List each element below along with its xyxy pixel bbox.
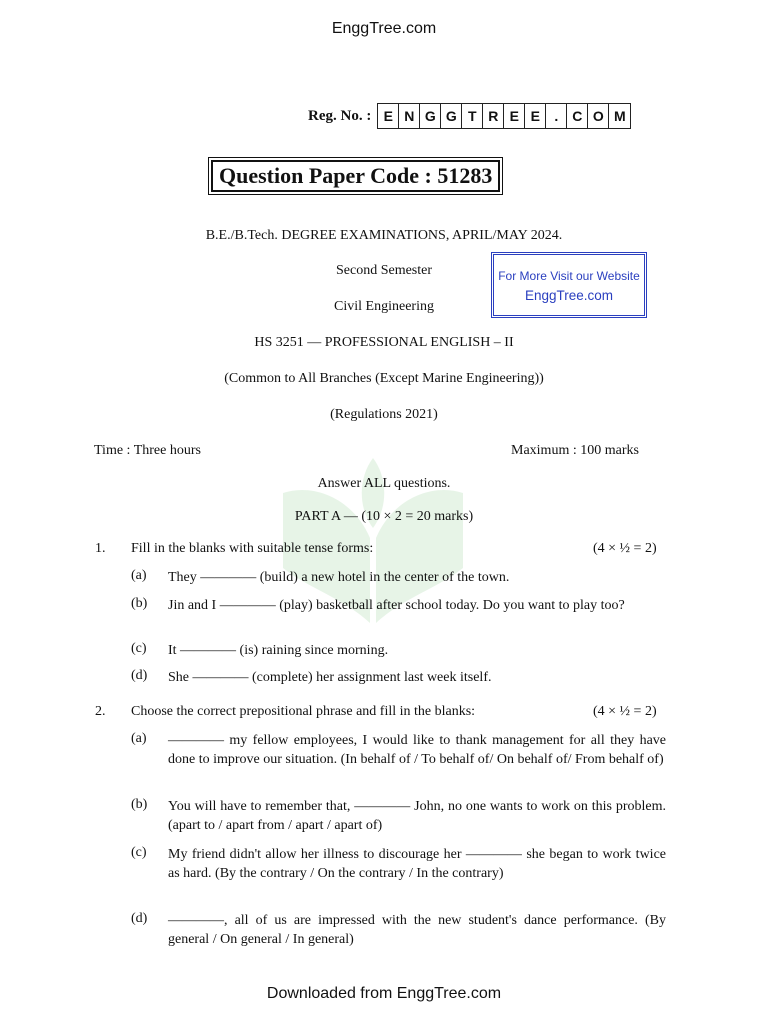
sub-question-text: ———— my fellow employees, I would like to thank management for all they have done to improve our situation. (In behalf of / To behalf of/ On behalf of/ From behalf of): [168, 733, 666, 767]
question-number: 2.: [95, 704, 106, 719]
branch: Civil Engineering: [334, 299, 434, 314]
question-paper-code: Question Paper Code : 51283: [211, 160, 500, 192]
reg-boxes: [377, 103, 631, 129]
sub-question-text: You will have to remember that, ———— John, no one wants to work on this problem. (apart to / apart from / apart / apart of): [168, 799, 666, 833]
sub-question-text: Jin and I ———— (play) basketball after school today. Do you want to play too?: [168, 598, 625, 613]
website-ad-link[interactable]: [491, 252, 647, 318]
sub-question-text: It ———— (is) raining since morning.: [168, 643, 389, 658]
sub-question-text: My friend didn't allow her illness to discourage her ———— she began to work twice as hard. (By the contrary / On the contrary / In the contrary): [168, 847, 666, 881]
reg-box: N: [399, 104, 420, 128]
sub-question-text: ————, all of us are impressed with the new student's dance performance. (By general / On general / In general): [168, 913, 666, 947]
reg-box: T: [462, 104, 483, 128]
reg-box: M: [613, 108, 626, 124]
reg-box: R: [483, 104, 504, 128]
reg-box: E: [504, 104, 525, 128]
question-number: 1.: [95, 541, 106, 556]
reg-box: G: [420, 104, 441, 128]
sub-question-label: (a): [131, 568, 147, 583]
semester: Second Semester: [335, 263, 433, 278]
exam-title: B.E./B.Tech. DEGREE EXAMINATIONS, APRIL/MAY 2024.: [205, 228, 563, 243]
sub-question-label: (c): [131, 641, 147, 656]
regulation: (Regulations 2021): [330, 407, 438, 422]
question-text: Choose the correct prepositional phrase and fill in the blanks:: [131, 704, 476, 719]
question-marks: (4 × ½ = 2): [593, 541, 657, 556]
sub-question-text: She ———— (complete) her assignment last week itself.: [168, 670, 492, 685]
reg-number: [308, 103, 631, 129]
sub-question-label: (c): [131, 845, 147, 860]
part-heading: PART A — (10 × 2 = 20 marks): [294, 509, 474, 524]
course-title: HS 3251 — PROFESSIONAL ENGLISH – II: [254, 335, 514, 350]
question-marks: (4 × ½ = 2): [593, 704, 657, 719]
sub-question-label: (d): [131, 668, 148, 683]
ad-line-1: For More Visit our Website: [498, 269, 640, 283]
reg-box: O: [588, 104, 609, 128]
header-site-name: EnggTree.com: [331, 20, 437, 37]
question-text: Fill in the blanks with suitable tense forms:: [131, 541, 374, 556]
sub-question-label: (d): [131, 911, 148, 926]
common-branches: (Common to All Branches (Except Marine Engineering)): [224, 371, 544, 386]
footer-download-note: Downloaded from EnggTree.com: [266, 985, 502, 1002]
reg-box: E: [378, 104, 399, 128]
instruction: Answer ALL questions.: [317, 476, 451, 491]
ad-line-2: EnggTree.com: [524, 288, 614, 303]
reg-box: .: [546, 104, 567, 128]
reg-box: C: [567, 104, 588, 128]
sub-question-label: (a): [131, 731, 147, 746]
sub-question-label: (b): [131, 596, 148, 611]
sub-question-label: (b): [131, 797, 148, 812]
reg-label: Reg. No. :: [308, 107, 372, 124]
sub-question-text: They ———— (build) a new hotel in the center of the town.: [168, 570, 510, 585]
reg-box: G: [441, 104, 462, 128]
reg-box: E: [525, 104, 546, 128]
max-marks: Maximum : 100 marks: [511, 443, 639, 458]
exam-time: Time : Three hours: [94, 443, 201, 458]
